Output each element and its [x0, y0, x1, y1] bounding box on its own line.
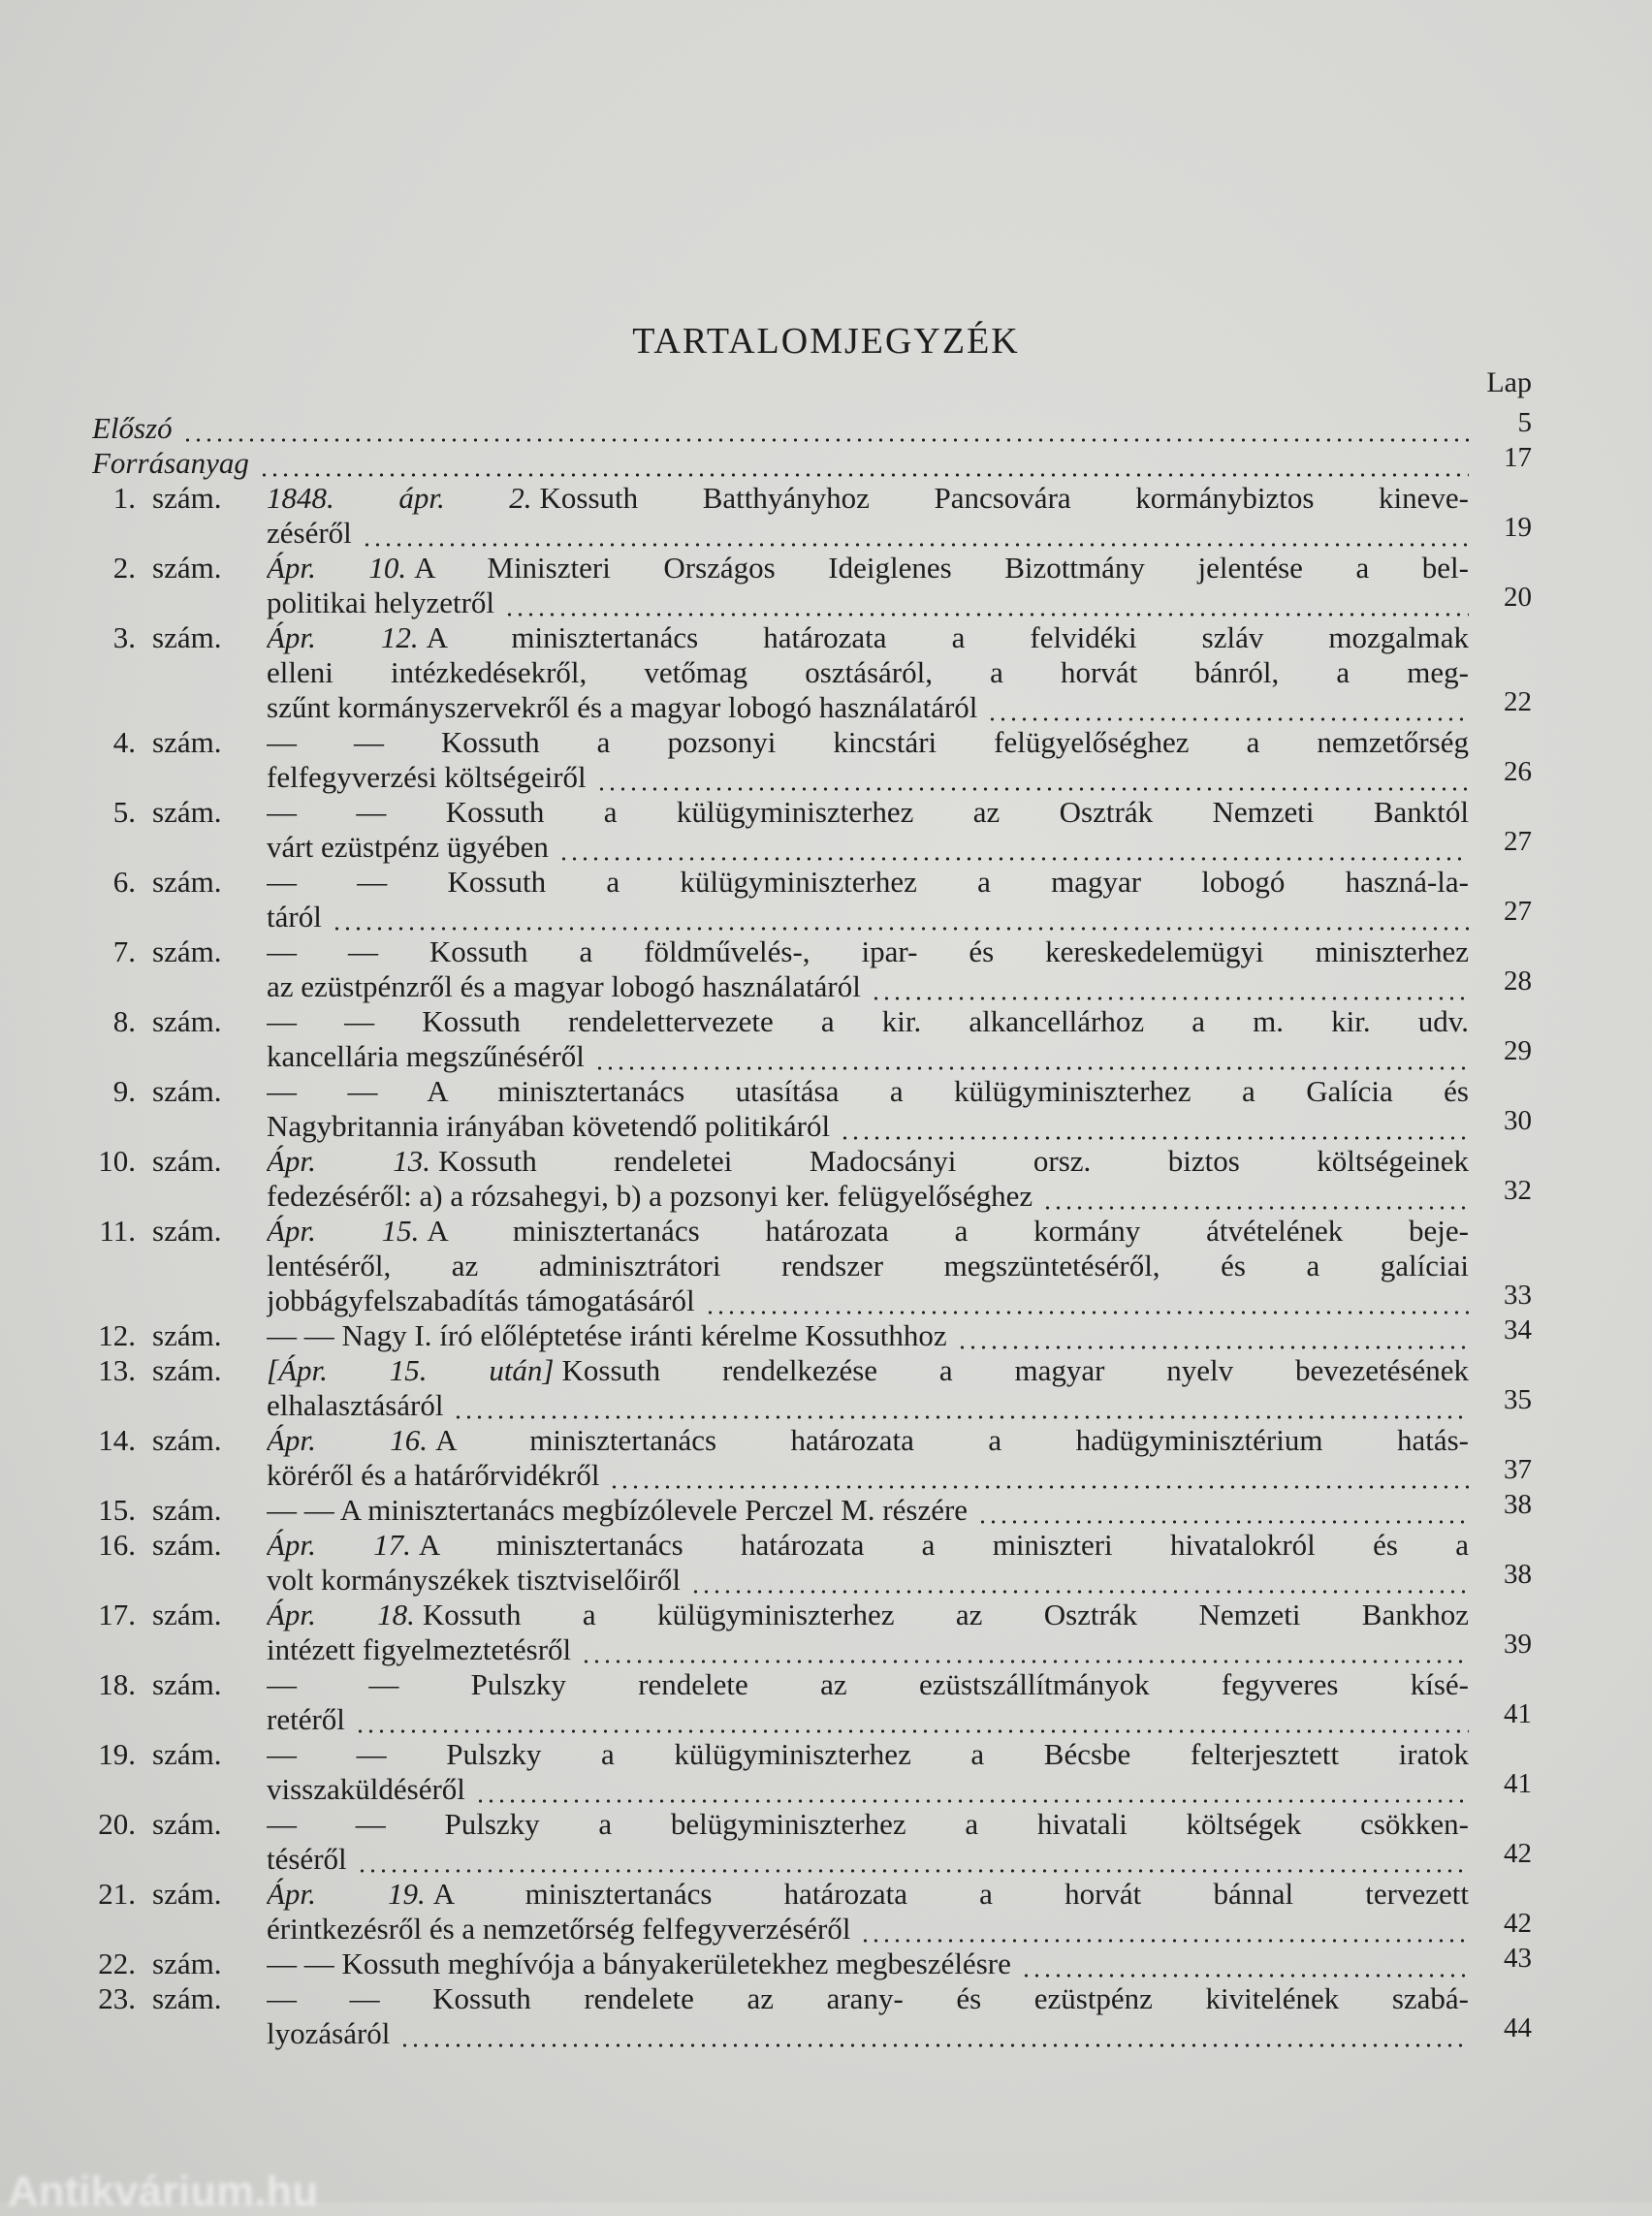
- entry-szam-label: szám.: [152, 1493, 222, 1527]
- entry-text-line: A minisztertanács határozata a miniszteri hivatalokról és a: [418, 1528, 1469, 1562]
- entry-text: [267, 725, 1469, 760]
- toc-entry-line: [0, 686, 1652, 725]
- entry-text: [267, 1737, 1469, 1772]
- entry-label: Forrásanyag: [92, 446, 249, 480]
- toc-entry-line: [0, 1214, 1652, 1249]
- dot-leader: [332, 900, 1469, 934]
- entry-text-line: retéről: [267, 1702, 345, 1736]
- page-number: 38: [1504, 1489, 1532, 1520]
- entry-body: [267, 551, 1469, 586]
- entry-body: [267, 1458, 1469, 1493]
- entry-number: 1.: [112, 481, 136, 515]
- entry-szam-label: szám.: [152, 551, 222, 585]
- dot-leader: [860, 1912, 1469, 1947]
- entry-text: [267, 1528, 1469, 1563]
- toc-entry-line: [0, 795, 1652, 830]
- entry-number: 22.: [98, 1947, 136, 1980]
- entry-text: [267, 830, 549, 865]
- toc-front-entry: [0, 442, 1652, 481]
- entry-text: [267, 1702, 345, 1737]
- toc-entry-line: [0, 655, 1652, 690]
- toc-entry-line: [0, 1698, 1652, 1737]
- entry-szam-label: szám.: [152, 481, 222, 515]
- dot-leader: [357, 1842, 1469, 1877]
- entry-text: [267, 900, 322, 934]
- toc-entry-line: [0, 582, 1652, 620]
- dot-leader: [581, 1632, 1469, 1667]
- toc-entry-line: [0, 1353, 1652, 1388]
- page-number: 34: [1504, 1314, 1532, 1345]
- dot-leader: [355, 1702, 1469, 1737]
- entry-text-line: kancellária megszűnéséről: [267, 1039, 585, 1073]
- entry-text: [267, 1842, 347, 1877]
- entry-text: [267, 1807, 1469, 1842]
- toc-entry-line: [0, 1175, 1652, 1214]
- entry-text-line: volt kormányszékek tisztviselőiről: [267, 1563, 682, 1597]
- entry-text-line: — — Nagy I. író előléptetése iránti kérelme Kossuthhoz: [267, 1318, 947, 1352]
- entry-number: 10.: [98, 1144, 136, 1178]
- entry-number: 15.: [98, 1493, 136, 1527]
- entry-body: [267, 1632, 1469, 1667]
- toc-entry-line: [0, 1280, 1652, 1318]
- toc-entry-line: [0, 756, 1652, 795]
- entry-body: [267, 1877, 1469, 1912]
- page-title: TARTALOMJEGYZÉK: [632, 321, 1020, 362]
- entry-szam-label: szám.: [152, 1214, 222, 1248]
- entry-text-line: visszaküldéséről: [267, 1772, 465, 1806]
- entry-number: 3.: [112, 620, 136, 654]
- entry-szam-label: szám.: [152, 795, 222, 829]
- dot-leader: [609, 1458, 1469, 1493]
- page-number: 27: [1504, 896, 1532, 927]
- entry-text-line: Kossuth a külügyminiszterhez az Osztrák Nemzeti Bankhoz: [422, 1598, 1469, 1631]
- entry-number: 5.: [112, 795, 136, 829]
- entry-number: 7.: [112, 934, 136, 968]
- dot-leader: [399, 2016, 1469, 2051]
- toc-entry-line: [0, 966, 1652, 1004]
- entry-text: [267, 1772, 465, 1807]
- toc-entry-line: [0, 1598, 1652, 1632]
- entry-text-line: elleni intézkedésekről, vetőmag osztásáról, a horvát bánról, a meg-: [267, 655, 1469, 689]
- toc-entry-line: [0, 481, 1652, 516]
- page-number: 41: [1504, 1698, 1532, 1729]
- entry-body: [267, 830, 1469, 865]
- entry-date: Ápr. 15.: [267, 1214, 420, 1248]
- toc-entry-line: [0, 1838, 1652, 1877]
- entry-text: [267, 2016, 390, 2051]
- entry-number: 16.: [98, 1528, 136, 1562]
- entry-body: [267, 1283, 1469, 1318]
- entry-body: [267, 481, 1469, 516]
- page-number: 42: [1504, 1838, 1532, 1869]
- toc-entry-line: [0, 826, 1652, 865]
- entry-szam-label: szám.: [152, 1981, 222, 2015]
- entry-text-line: — — Kossuth a külügyminiszterhez a magyar lobogó haszná-la-: [267, 865, 1469, 899]
- entry-text-line: Kossuth rendeletei Madocsányi orsz. biztos költségeinek: [438, 1144, 1469, 1178]
- entry-body: [267, 1318, 1469, 1353]
- entry-body: [267, 865, 1469, 900]
- entry-szam-label: szám.: [152, 1318, 222, 1352]
- entry-body: [267, 1109, 1469, 1144]
- page-number: 33: [1504, 1280, 1532, 1311]
- entry-text-line: — — A minisztertanács utasítása a külügyminiszterhez a Galícia és: [267, 1074, 1469, 1108]
- entry-text-line: — — Kossuth a külügyminiszterhez az Osztrák Nemzeti Banktól: [267, 795, 1469, 829]
- entry-body: [267, 1842, 1469, 1877]
- toc-entry-line: [0, 1943, 1652, 1981]
- dot-leader: [182, 411, 1469, 446]
- page-number: 19: [1504, 512, 1532, 543]
- dot-leader: [871, 969, 1469, 1004]
- entry-text: [267, 1283, 695, 1318]
- entry-text-line: Nagybritannia irányában követendő politikáról: [267, 1109, 831, 1143]
- entry-label: Előszó: [92, 411, 173, 445]
- entry-body: [267, 1214, 1469, 1249]
- page-number: 17: [1504, 442, 1532, 473]
- entry-text-line: téséről: [267, 1842, 347, 1876]
- entry-number: 13.: [98, 1353, 136, 1387]
- entry-text-line: — — A minisztertanács megbízólevele Perczel M. részére: [267, 1493, 969, 1527]
- entry-szam-label: szám.: [152, 1947, 222, 1980]
- entry-text-line: A minisztertanács határozata a felvidéki szláv mozgalmak: [426, 620, 1469, 654]
- page-number: 30: [1504, 1105, 1532, 1136]
- entry-number: 4.: [112, 725, 136, 759]
- entry-body: [267, 690, 1469, 725]
- entry-text: [267, 1249, 1469, 1283]
- entry-text-line: A Miniszteri Országos Ideiglenes Bizottmány jelentése a bel-: [414, 551, 1469, 585]
- toc-entry-line: [0, 551, 1652, 586]
- entry-szam-label: szám.: [152, 1807, 222, 1841]
- page-number: 27: [1504, 826, 1532, 857]
- page-number: 32: [1504, 1175, 1532, 1206]
- entry-body: [267, 1772, 1469, 1807]
- entry-text: [267, 690, 977, 725]
- entry-body: [267, 760, 1469, 795]
- toc-entry-line: [0, 1035, 1652, 1074]
- entry-body: [267, 1667, 1469, 1702]
- entry-text-line: A minisztertanács határozata a horvát bánnal tervezett: [432, 1877, 1469, 1911]
- entry-number: 19.: [98, 1737, 136, 1771]
- toc-entry-line: [0, 1737, 1652, 1772]
- entry-body: [267, 655, 1469, 690]
- entry-body: [267, 934, 1469, 969]
- entry-text: [267, 516, 352, 551]
- toc-entry-line: [0, 1667, 1652, 1702]
- entry-text: [267, 1039, 585, 1074]
- entry-szam-label: szám.: [152, 1353, 222, 1387]
- entry-szam-label: szám.: [152, 1423, 222, 1457]
- entry-text-line: elhalasztásáról: [267, 1388, 444, 1422]
- entry-text-line: felfegyverzési költségeiről: [267, 760, 587, 794]
- entry-text-line: — — Kossuth a földművelés-, ipar- és kereskedelemügyi miniszterhez: [267, 934, 1469, 968]
- entry-date: Ápr. 10.: [267, 551, 407, 585]
- dot-leader: [475, 1772, 1469, 1807]
- entry-text-line: zéséről: [267, 516, 352, 550]
- entry-date: [Ápr. 15. után]: [267, 1353, 555, 1387]
- entry-body: [267, 1388, 1469, 1423]
- toc-entry-line: [0, 865, 1652, 900]
- entry-text-line: szűnt kormányszervekről és a magyar lobogó használatáról: [267, 690, 978, 724]
- page-number: 26: [1504, 756, 1532, 787]
- entry-number: 9.: [112, 1074, 136, 1108]
- entry-text: [267, 1563, 681, 1598]
- page-number: 35: [1504, 1384, 1532, 1415]
- dot-leader: [840, 1109, 1469, 1144]
- entry-body: [267, 1702, 1469, 1737]
- entry-number: 8.: [112, 1004, 136, 1038]
- page-number: 41: [1504, 1768, 1532, 1799]
- dot-leader: [977, 1493, 1469, 1528]
- page-number: 28: [1504, 966, 1532, 997]
- toc-entry-line: [0, 1105, 1652, 1144]
- entry-number: 11.: [99, 1214, 136, 1248]
- entry-text-line: — — Kossuth meghívója a bányakerületekhez megbeszélésre: [267, 1947, 1011, 1980]
- entry-text: [267, 1109, 830, 1144]
- entry-text-line: jobbágyfelszabadítás támogatásáról: [267, 1283, 695, 1317]
- entry-body: [267, 1563, 1469, 1598]
- toc-entry-line: [0, 1768, 1652, 1807]
- entry-text: [267, 1598, 1469, 1632]
- entry-number: 12.: [98, 1318, 136, 1352]
- entry-text-line: — — Kossuth a pozsonyi kincstári felügyelőséghez a nemzetőrség: [267, 725, 1469, 759]
- entry-text: [267, 1632, 571, 1667]
- entry-body: [267, 1074, 1469, 1109]
- entry-szam-label: szám.: [152, 1144, 222, 1178]
- entry-date: Ápr. 18.: [267, 1598, 415, 1631]
- entry-body: [267, 1947, 1469, 1981]
- entry-body: [267, 969, 1469, 1004]
- entry-body: [267, 795, 1469, 830]
- entry-body: [267, 900, 1469, 934]
- entry-text: [267, 1004, 1469, 1039]
- dot-leader: [987, 690, 1469, 725]
- page-number: 42: [1504, 1908, 1532, 1939]
- entry-text: [267, 620, 1469, 655]
- toc-entry-line: [0, 934, 1652, 969]
- entry-body: [267, 1493, 1469, 1528]
- entry-szam-label: szám.: [152, 725, 222, 759]
- toc-entry-line: [0, 1384, 1652, 1423]
- page-number: 39: [1504, 1629, 1532, 1660]
- entry-body: [267, 1423, 1469, 1458]
- toc-entry-line: [0, 512, 1652, 551]
- entry-date: Ápr. 17.: [267, 1528, 411, 1562]
- toc-entry-line: [0, 725, 1652, 760]
- entry-body: [267, 1249, 1469, 1283]
- entry-szam-label: szám.: [152, 1877, 222, 1911]
- entry-text: [267, 1144, 1469, 1179]
- entry-text-line: köréről és a határőrvidékről: [267, 1458, 600, 1492]
- entry-body: [92, 411, 1469, 446]
- entry-text-line: — — Kossuth rendelete az arany- és ezüstpénz kivitelének szabá-: [267, 1981, 1469, 2015]
- entry-szam-label: szám.: [152, 1667, 222, 1701]
- entry-text: [267, 760, 587, 795]
- entry-szam-label: szám.: [152, 1737, 222, 1771]
- entry-text-line: — — Kossuth rendelettervezete a kir. alkancellárhoz a m. kir. udv.: [267, 1004, 1469, 1038]
- entry-body: [267, 1912, 1469, 1947]
- toc-entry-line: [0, 1314, 1652, 1353]
- page-column-header: Lap: [1486, 366, 1532, 398]
- entry-text-line: érintkezésről és a nemzetőrség felfegyverzéséről: [267, 1912, 851, 1946]
- entry-number: 18.: [98, 1667, 136, 1701]
- entry-text: [267, 1179, 1032, 1214]
- page-number: 43: [1504, 1943, 1532, 1974]
- entry-text-line: lyozásáról: [267, 2016, 391, 2050]
- entry-number: 17.: [98, 1598, 136, 1631]
- entry-body: [267, 1004, 1469, 1039]
- entry-text: [267, 1458, 599, 1493]
- entry-text-line: várt ezüstpénz ügyében: [267, 830, 549, 864]
- entry-body: [267, 1598, 1469, 1632]
- entry-szam-label: szám.: [152, 1528, 222, 1562]
- page-number: 20: [1504, 582, 1532, 613]
- entry-text-line: intézett figyelmeztetésről: [267, 1632, 572, 1666]
- entry-text-line: lentéséről, az adminisztrátori rendszer megszüntetéséről, és a galíciai: [267, 1249, 1469, 1282]
- dot-leader: [594, 1039, 1469, 1074]
- toc-entry-line: [0, 2012, 1652, 2051]
- entry-szam-label: szám.: [152, 865, 222, 899]
- entry-date: Ápr. 16.: [267, 1423, 429, 1457]
- toc-entry-line: [0, 1489, 1652, 1528]
- entry-body: [267, 1353, 1469, 1388]
- entry-text-line: fedezéséről: a) a rózsahegyi, b) a pozsonyi ker. felügyelőséghez: [267, 1179, 1033, 1213]
- toc-entry-line: [0, 1559, 1652, 1598]
- entry-body: [267, 1981, 1469, 2016]
- entry-body: [267, 1737, 1469, 1772]
- entry-text: [267, 1912, 850, 1947]
- entry-text: [267, 1074, 1469, 1109]
- entry-body: [267, 1179, 1469, 1214]
- entry-number: 21.: [98, 1877, 136, 1911]
- page-number: 44: [1504, 2012, 1532, 2043]
- entry-text: [267, 1877, 1469, 1912]
- entry-text: [267, 795, 1469, 830]
- entry-text-line: — — Pulszky a külügyminiszterhez a Bécsbe felterjesztett iratok: [267, 1737, 1469, 1771]
- toc-entry-line: [0, 1144, 1652, 1179]
- toc-entry-line: [0, 1877, 1652, 1912]
- entry-date: Ápr. 13.: [267, 1144, 431, 1178]
- entry-body: [267, 1807, 1469, 1842]
- page-number: 29: [1504, 1035, 1532, 1066]
- entry-body: [92, 446, 1469, 481]
- entry-text: [267, 934, 1469, 969]
- page-number: 38: [1504, 1559, 1532, 1590]
- toc-entry-line: [0, 1807, 1652, 1842]
- entry-body: [267, 725, 1469, 760]
- entry-text: [267, 1388, 443, 1423]
- toc-entry-line: [0, 1249, 1652, 1283]
- entry-szam-label: szám.: [152, 620, 222, 654]
- toc-entry-line: [0, 1981, 1652, 2016]
- toc-front-entry: [0, 407, 1652, 446]
- entry-text: [267, 1947, 1011, 1981]
- dot-leader: [453, 1388, 1469, 1423]
- entry-body: [267, 2016, 1469, 2051]
- entry-text: [267, 969, 861, 1004]
- toc-entry-line: [0, 620, 1652, 655]
- entry-text: [267, 655, 1469, 690]
- table-of-contents: [0, 407, 1652, 2051]
- entry-number: 14.: [98, 1423, 136, 1457]
- entry-number: 6.: [112, 865, 136, 899]
- entry-text: [267, 1423, 1469, 1458]
- entry-text-line: Kossuth rendelkezése a magyar nyelv bevezetésének: [561, 1353, 1469, 1387]
- entry-szam-label: szám.: [152, 1074, 222, 1108]
- entry-number: 23.: [98, 1981, 136, 2015]
- entry-szam-label: szám.: [152, 934, 222, 968]
- toc-entry-line: [0, 1074, 1652, 1109]
- page-number: 37: [1504, 1454, 1532, 1485]
- entry-text-line: Kossuth Batthyányhoz Pancsovára kormánybiztos kineve-: [539, 481, 1469, 515]
- entry-szam-label: szám.: [152, 1004, 222, 1038]
- dot-leader: [259, 446, 1469, 481]
- entry-text: [267, 1493, 968, 1528]
- entry-szam-label: szám.: [152, 1598, 222, 1631]
- toc-entry-line: [0, 1629, 1652, 1667]
- entry-text-line: — — Pulszky a belügyminiszterhez a hivatali költségek csökken-: [267, 1807, 1469, 1841]
- entry-number: 2.: [112, 551, 136, 585]
- dot-leader: [1021, 1947, 1469, 1981]
- page-number: 5: [1517, 407, 1532, 438]
- dot-leader: [504, 586, 1469, 620]
- entry-text: [267, 481, 1469, 516]
- toc-entry-line: [0, 896, 1652, 934]
- page-number: 22: [1504, 686, 1532, 717]
- entry-date: Ápr. 12.: [267, 620, 419, 654]
- entry-text: [267, 1318, 947, 1353]
- toc-entry-line: [0, 1423, 1652, 1458]
- watermark: Antikvárium.hu: [8, 2168, 319, 2215]
- entry-text: [267, 1981, 1469, 2016]
- entry-text: [267, 865, 1469, 900]
- toc-entry-line: [0, 1004, 1652, 1039]
- dot-leader: [957, 1318, 1469, 1353]
- entry-body: [267, 620, 1469, 655]
- dot-leader: [690, 1563, 1469, 1598]
- entry-text-line: táról: [267, 900, 322, 934]
- entry-date: 1848. ápr. 2.: [267, 481, 532, 515]
- entry-text: [267, 1353, 1469, 1388]
- entry-body: [267, 1039, 1469, 1074]
- toc-entry-line: [0, 1454, 1652, 1493]
- toc-entry-line: [0, 1528, 1652, 1563]
- entry-text-line: A minisztertanács határozata a kormány átvételének beje-: [427, 1214, 1469, 1248]
- entry-text: [267, 1667, 1469, 1702]
- entry-text-line: A minisztertanács határozata a hadügyminisztérium hatás-: [435, 1423, 1469, 1457]
- dot-leader: [362, 516, 1469, 551]
- toc-entry-line: [0, 1908, 1652, 1947]
- entry-text: [267, 1214, 1469, 1249]
- entry-body: [267, 1528, 1469, 1563]
- entry-text: [267, 551, 1469, 586]
- entry-number: 20.: [98, 1807, 136, 1841]
- dot-leader: [596, 760, 1469, 795]
- entry-text-line: politikai helyzetről: [267, 586, 495, 619]
- entry-text-line: az ezüstpénzről és a magyar lobogó használatáról: [267, 969, 861, 1003]
- entry-body: [267, 1144, 1469, 1179]
- entry-text-line: — — Pulszky rendelete az ezüstszállítmányok fegyveres kísé-: [267, 1667, 1469, 1701]
- entry-text: [267, 586, 494, 620]
- entry-body: [267, 586, 1469, 620]
- dot-leader: [558, 830, 1469, 865]
- dot-leader: [1042, 1179, 1469, 1214]
- entry-date: Ápr. 19.: [267, 1877, 426, 1911]
- entry-body: [267, 516, 1469, 551]
- dot-leader: [705, 1283, 1469, 1318]
